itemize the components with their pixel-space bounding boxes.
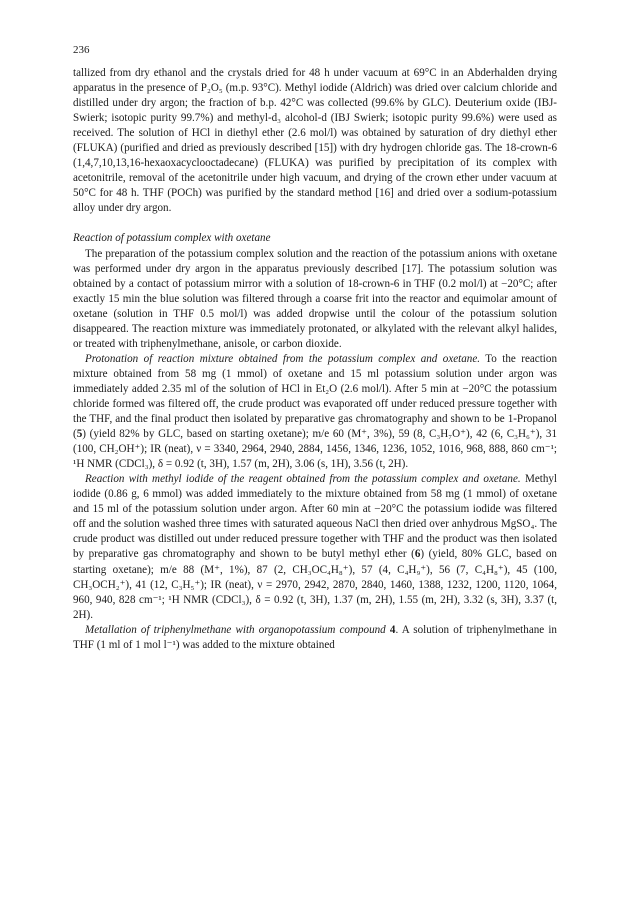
compound-number: 6 bbox=[414, 548, 421, 561]
body-text bbox=[73, 66, 557, 653]
paragraph-text: Methyl iodide (0.86 g, 6 mmol) was added immediately to the mixture obtained from 58 mg (1 mmol) of oxetane and 15 ml of the potassium solution under argon. After 60 min at −20°C the potassium iodide was filtered off and the solution washed three times with saturated aqueous NaCl then dried over anhydrous MgSO₄. The crude product was distilled out under reduced pressure together with THF and the product was then isolated by preparative gas chromatography and shown to be butyl methyl ether ( bbox=[73, 473, 557, 561]
run-in-heading: Metallation of triphenylmethane with organopotassium compound bbox=[85, 623, 386, 636]
paragraph-procedure: The preparation of the potassium complex solution and the reaction of the potassium anions with oxetane was performed under dry argon in the apparatus previously described [17]. The potassium solution was obtained by a contact of potassium mirror with a solution of 18-crown-6 in THF (0.2 mol/l) at −20°C; after exactly 15 min the blue solution was filtered through a coarse frit into the reactor and equimolar amount of oxetane (solution in THF 0.5 mol/l) was added dropwise until the colour of the potassium solution disappeared. The reaction mixture was immediately protonated, or alkylated with the relevant alkyl halides, or treated with triphenylmethane, anisole, or carbon dioxide. bbox=[73, 247, 557, 350]
paragraph-text: ) (yield, 80% GLC, based on starting oxetane); m/e 88 (M⁺, 1%), 87 (2, CH₃OC₄H₈⁺), 57 (4, C₄H₉⁺), 56 (7, C₄H₈⁺), 45 (100, CH₃OCH₂⁺), 41 (12, C₃H₅⁺); IR (neat), ν = 2970, 2942, 2870, 2840, 1460, 1388, 1232, 1200, 1120, 1064, 960, 940, 828 cm⁻¹; ¹H NMR (CDCl₃), δ = 0.92 (t, 3H), 1.37 (m, 2H), 1.55 (m, 2H), 3.32 (s, 3H), 3.37 (t, 2H). bbox=[73, 548, 557, 621]
run-in-heading: Reaction with methyl iodide of the reagent obtained from the potassium complex and oxetane. bbox=[85, 473, 521, 486]
paragraph-metallation bbox=[73, 623, 557, 653]
section-heading: Reaction of potassium complex with oxetane bbox=[73, 232, 271, 245]
compound-number: 5 bbox=[76, 428, 83, 441]
paragraph-materials: tallized from dry ethanol and the crystals dried for 48 h under vacuum at 69°C in an Abderhalden drying apparatus in the presence of P₂O₅ (m.p. 93°C). Methyl iodide (Aldrich) was dried over calcium chloride and distilled under dry argon; the fraction of b.p. 42°C was collected (99.6% by GLC). Deuterium oxide (IBJ-Swierk; isotopic purity 99.7%) and methyl-d₃ alcohol-d (IBJ Swierk; isotopic purity 99.6%) were used as received. The solution of HCl in diethyl ether (2.6 mol/l) was obtained by saturation of dry diethyl ether (FLUKA) (purified and dried as previously described [15]) with dry hydrogen chloride gas. The 18-crown-6 (1,4,7,10,13,16-hexaoxacyclooctadecane) (FLUKA) was purified by precipitation of its complex with acetonitrile, removal of the acetonitrile under high vacuum, and drying of the crown ether under vacuum at 50°C for 48 h. THF (POCh) was purified by the standard method [16] and dried over a sodium-potassium alloy under dry argon. bbox=[73, 67, 557, 215]
paragraph-text: ) (yield 82% by GLC, based on starting oxetane); m/e 60 (M⁺, 3%), 59 (8, C₃H₇O⁺), 42 (6, C₃H₆⁺), 31 (100, CH₂OH⁺); IR (neat), ν = 3340, 2964, 2940, 2884, 1456, 1346, 1236, 1052, 1016, 968, 888, 860 cm⁻¹; ¹H NMR (CDCl₃), δ = 0.92 (t, 3H), 1.57 (m, 2H), 3.06 (s, 1H), 3.56 (t, 2H). bbox=[73, 428, 557, 471]
paragraph-text: . A solution of triphenylmethane in THF (1 ml of 1 mol l⁻¹) was added to the mixture obtained bbox=[73, 623, 557, 651]
paragraph-methylation bbox=[73, 472, 557, 622]
paragraph-protonation bbox=[73, 352, 557, 472]
run-in-heading: Protonation of reaction mixture obtained from the potassium complex and oxetane. bbox=[85, 352, 481, 365]
compound-number: 4 bbox=[389, 623, 396, 636]
page-number: 236 bbox=[73, 44, 90, 56]
paragraph-text: To the reaction mixture obtained from 58 mg (1 mmol) of oxetane and 15 ml potassium solution under argon was immediately added 2.35 ml of the solution of HCl in Et₂O (2.6 mol/l). After 5 min at −20°C the potassium chloride formed was filtered off, the crude product was evaporated off under reduced pressure together with the THF, and the final product then isolated by preparative gas chromatography and shown to be 1-Propanol ( bbox=[73, 352, 557, 441]
